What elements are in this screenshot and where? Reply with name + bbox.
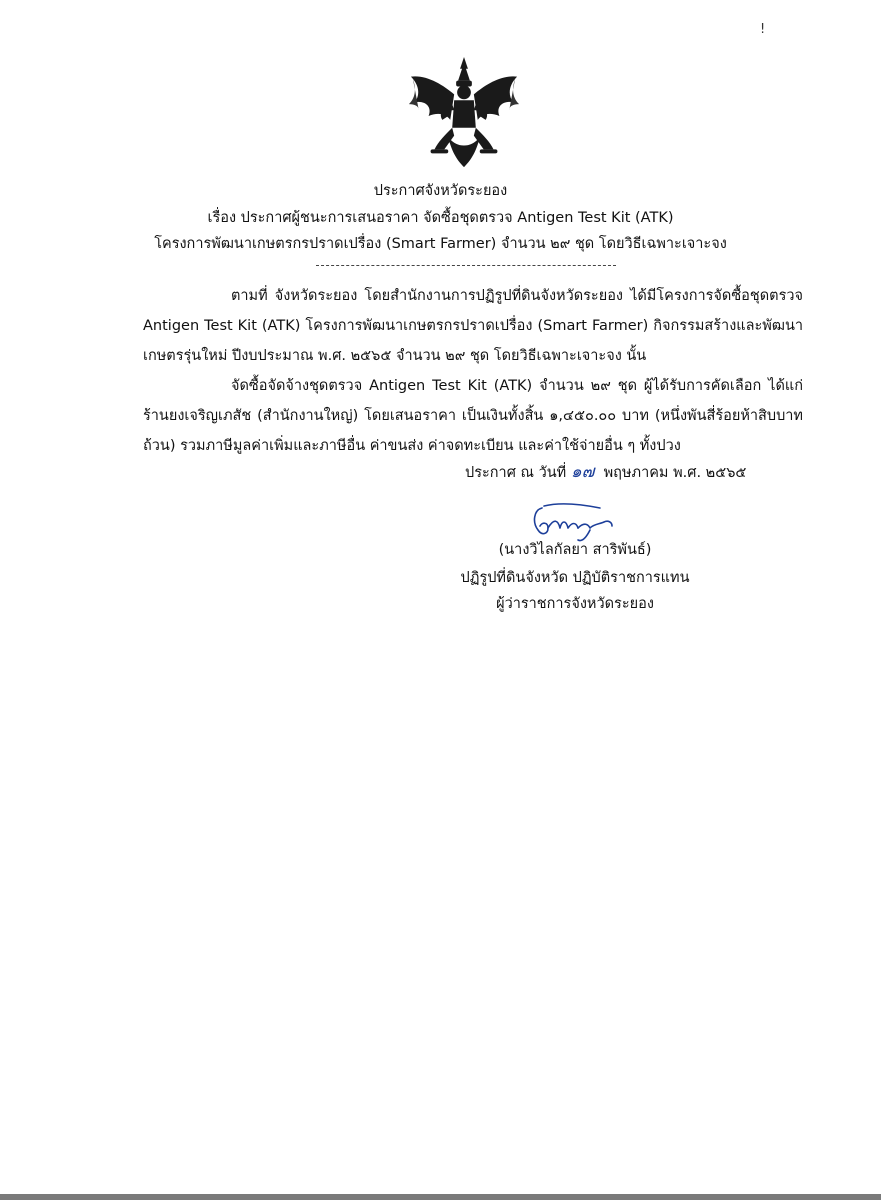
header-divider xyxy=(316,265,616,266)
document-title: ประกาศจังหวัดระยอง xyxy=(373,183,508,199)
announcement-date xyxy=(465,462,746,483)
paragraph-2: จัดซื้อจัดจ้างชุดตรวจ Antigen Test Kit (ATK) จำนวน ๒๙ ชุด ผู้ได้รับการคัดเลือก ได้แก่ ร้านยงเจริญเภสัช (สำนักงานใหญ่) โดยเสนอราคา เป็นเงินทั้งสิ้น ๑,๔๕๐.๐๐ บาท (หนึ่งพันสี่ร้อยห้าสิบบาทถ้วน) รวมภาษีมูลค่าเพิ่มและภาษีอื่น ค่าขนส่ง ค่าจดทะเบียน และค่าใช้จ่ายอื่น ๆ ทั้งปวง xyxy=(143,378,803,454)
handwritten-signature xyxy=(520,500,625,544)
garuda-emblem-icon xyxy=(405,55,523,173)
date-prefix: ประกาศ ณ วันที่ xyxy=(465,465,567,481)
document-project: โครงการพัฒนาเกษตรกรปราดเปรื่อง (Smart Farmer) จำนวน ๒๙ ชุด โดยวิธีเฉพาะเจาะจง xyxy=(154,236,727,252)
signatory-position-2: ผู้ว่าราชการจังหวัดระยอง xyxy=(496,596,654,612)
date-day-handwritten: ๑๗ xyxy=(570,462,595,482)
paragraph-1: ตามที่ จังหวัดระยอง โดยสำนักงานการปฏิรูปที่ดินจังหวัดระยอง ได้มีโครงการจัดซื้อชุดตรวจ Antigen Test Kit (ATK) โครงการพัฒนาเกษตรกรปราดเปรื่อง (Smart Farmer) กิจกรรมสร้างและพัฒนาเกษตรรุ่นใหม่ ปีงบประมาณ พ.ศ. ๒๕๖๕ จำนวน ๒๙ ชุด โดยวิธีเฉพาะเจาะจง นั้น xyxy=(143,288,803,364)
corner-mark: ! xyxy=(760,22,766,37)
scan-bottom-edge xyxy=(0,1194,881,1200)
document-subject: เรื่อง ประกาศผู้ชนะการเสนอราคา จัดซื้อชุดตรวจ Antigen Test Kit (ATK) xyxy=(207,210,674,226)
signatory-position-1: ปฏิรูปที่ดินจังหวัด ปฏิบัติราชการแทน xyxy=(460,570,690,586)
date-month-year: พฤษภาคม พ.ศ. ๒๕๖๕ xyxy=(603,465,747,481)
signatory-name: (นางวิไลกัลยา สาริพันธ์) xyxy=(498,542,652,558)
